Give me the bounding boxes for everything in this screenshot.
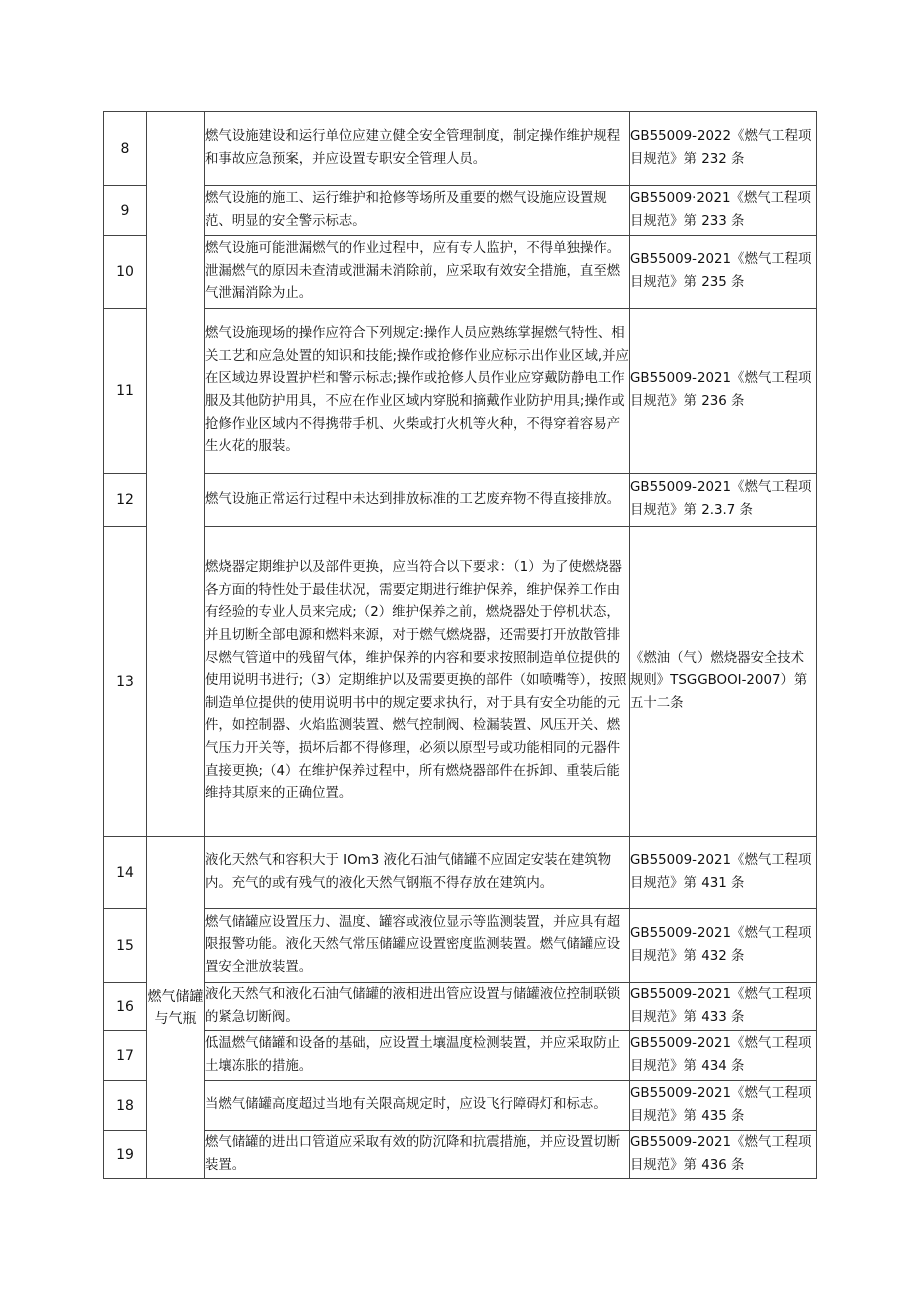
reference-text: GB55009-2021《燃气工程项目规范》第 2.3.7 条 <box>630 474 817 527</box>
row-number: 19 <box>104 1131 147 1179</box>
requirement-text: 燃气储罐应设置压力、温度、罐容或液位显示等监测装置，并应具有超限报警功能。液化天然气常压储罐应设置密度监测装置。燃气储罐应设置安全泄放装置。 <box>205 909 630 983</box>
table-row <box>104 1081 817 1131</box>
requirement-text: 当燃气储罐高度超过当地有关限高规定时，应设飞行障碍灯和标志。 <box>205 1081 630 1131</box>
category-cell-1 <box>147 112 205 837</box>
row-number: 16 <box>104 983 147 1031</box>
row-number: 11 <box>104 309 147 474</box>
requirement-text: 低温燃气储罐和设备的基础，应设置土壤温度检测装置，并应采取防止土壤冻胀的措施。 <box>205 1031 630 1081</box>
reference-text: GB55009-2022《燃气工程项目规范》第 232 条 <box>630 112 817 186</box>
row-number: 8 <box>104 112 147 186</box>
reference-text: GB55009-2021《燃气工程项目规范》第 431 条 <box>630 837 817 909</box>
row-number: 15 <box>104 909 147 983</box>
row-number: 10 <box>104 236 147 309</box>
table-row <box>104 474 817 527</box>
requirement-text: 液化天然气和容积大于 IOm3 液化石油气储罐不应固定安装在建筑物内。充气的或有残气的液化天然气钢瓶不得存放在建筑内。 <box>205 837 630 909</box>
requirement-text: 燃气设施的施工、运行维护和抢修等场所及重要的燃气设施应设置规范、明显的安全警示标志。 <box>205 186 630 236</box>
table-row <box>104 1131 817 1179</box>
category-cell-gas-tanks: 燃气储罐与气瓶 <box>147 837 205 1179</box>
row-number: 14 <box>104 837 147 909</box>
requirement-text: 燃气设施正常运行过程中未达到排放标准的工艺废弃物不得直接排放。 <box>205 474 630 527</box>
reference-text: 《燃油（气）燃烧器安全技术规则》TSGGBOOI-2007）第五十二条 <box>630 527 817 837</box>
reference-text: GB55009-2021《燃气工程项目规范》第 433 条 <box>630 983 817 1031</box>
requirement-text: 燃气设施可能泄漏燃气的作业过程中，应有专人监护，不得单独操作。泄漏燃气的原因未查清或泄漏未消除前，应采取有效安全措施，直至燃气泄漏消除为止。 <box>205 236 630 309</box>
row-number: 13 <box>104 527 147 837</box>
regulation-table <box>103 111 817 1179</box>
table-row <box>104 112 817 186</box>
table-row <box>104 527 817 837</box>
table-row <box>104 236 817 309</box>
table-row <box>104 186 817 236</box>
reference-text: GB55009·2021《燃气工程项目规范》第 233 条 <box>630 186 817 236</box>
row-number: 12 <box>104 474 147 527</box>
requirement-text: 燃气设施现场的操作应符合下列规定:操作人员应熟练掌握燃气特性、相关工艺和应急处置的知识和技能;操作或抢修作业应标示出作业区域,并应在区域边界设置护栏和警示标志;操作或抢修人员作业应穿戴防静电工作服及其他防护用具，不应在作业区域内穿脱和摘戴作业防护用具;操作或抢修作业区域内不得携带手机、火柴或打火机等火种，不得穿着容易产生火花的服装。 <box>205 309 630 474</box>
reference-text: GB55009-2021《燃气工程项目规范》第 432 条 <box>630 909 817 983</box>
table-row <box>104 909 817 983</box>
table-row <box>104 309 817 474</box>
requirement-text: 液化天然气和液化石油气储罐的液相进出管应设置与储罐液位控制联锁的紧急切断阀。 <box>205 983 630 1031</box>
row-number: 18 <box>104 1081 147 1131</box>
table-row <box>104 1031 817 1081</box>
requirement-text: 燃气储罐的进出口管道应采取有效的防沉降和抗震措施，并应设置切断装置。 <box>205 1131 630 1179</box>
reference-text: GB55009-2021《燃气工程项目规范》第 235 条 <box>630 236 817 309</box>
table-row <box>104 983 817 1031</box>
reference-text: GB55009-2021《燃气工程项目规范》第 435 条 <box>630 1081 817 1131</box>
row-number: 9 <box>104 186 147 236</box>
table-row <box>104 837 817 909</box>
requirement-text: 燃烧器定期维护以及部件更换，应当符合以下要求：（1）为了使燃烧器各方面的特性处于最佳状况，需要定期进行维护保养，维护保养工作由有经验的专业人员来完成;（2）维护保养之前，燃烧器处于停机状态，并且切断全部电源和燃料来源，对于燃气燃烧器，还需要打开放散管排尽燃气管道中的残留气体，维护保养的内容和要求按照制造单位提供的使用说明书进行;（3）定期维护以及需要更换的部件（如喷嘴等），按照制造单位提供的使用说明书中的规定要求执行，对于具有安全功能的元件，如控制器、火焰监测装置、燃气控制阀、检漏装置、风压开关、燃气压力开关等，损坏后都不得修理，必须以原型号或功能相同的元器件直接更换;（4）在维护保养过程中，所有燃烧器部件在拆卸、重装后能维持其原来的正确位置。 <box>205 527 630 837</box>
requirement-text: 燃气设施建设和运行单位应建立健全安全管理制度，制定操作维护规程和事故应急预案，并应设置专职安全管理人员。 <box>205 112 630 186</box>
reference-text: GB55009-2021《燃气工程项目规范》第 434 条 <box>630 1031 817 1081</box>
reference-text: GB55009-2021《燃气工程项目规范》第 236 条 <box>630 309 817 474</box>
reference-text: GB55009-2021《燃气工程项目规范》第 436 条 <box>630 1131 817 1179</box>
row-number: 17 <box>104 1031 147 1081</box>
